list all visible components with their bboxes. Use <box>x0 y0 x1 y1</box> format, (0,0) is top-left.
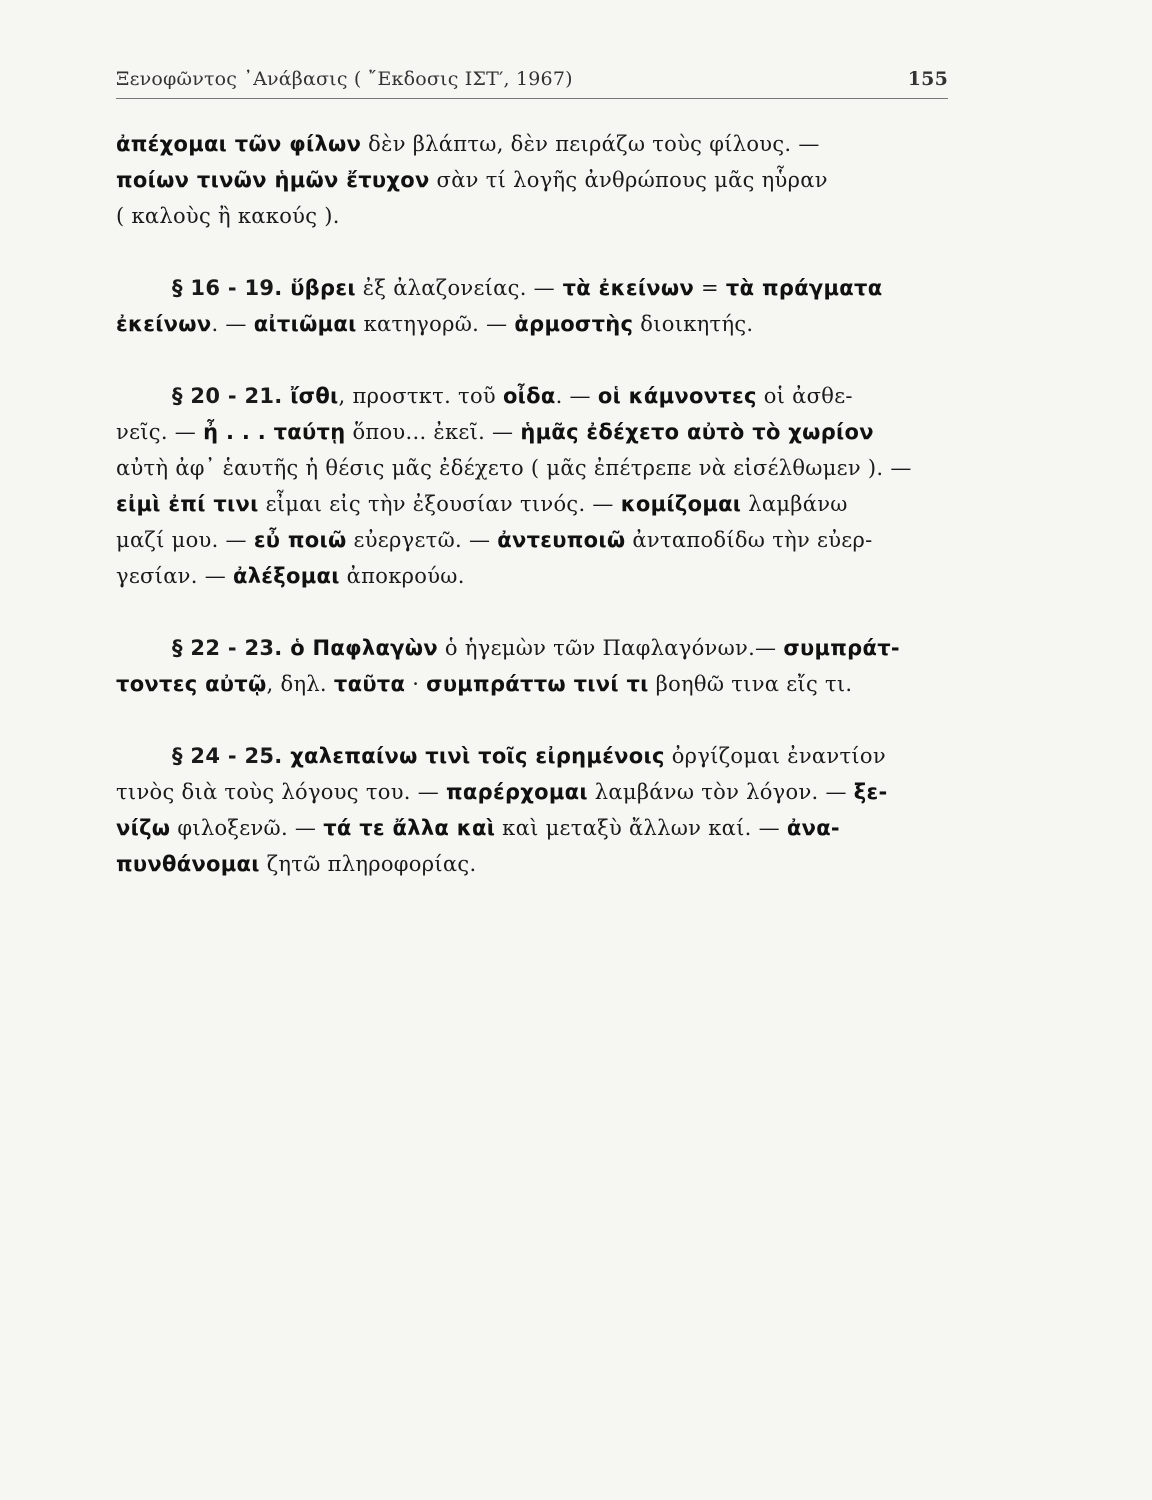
gloss: ὀργίζομαι ἐναντίον <box>664 744 886 768</box>
text-line <box>116 666 952 702</box>
lemma: τὰ πράγματα <box>725 276 883 300</box>
lemma: ἡμᾶς ἐδέχετο αὐτὸ τὸ χωρίον <box>520 420 874 444</box>
lemma: οἶδα <box>502 384 556 408</box>
gloss: οἱ ἀσθε- <box>756 384 853 408</box>
gloss: φιλοξενῶ. — <box>170 816 324 840</box>
gloss: νεῖς. — <box>116 420 204 444</box>
gloss: μαζί μου. — <box>116 528 254 552</box>
lemma: κομίζομαι <box>620 492 742 516</box>
lemma: ξε- <box>853 780 888 804</box>
text-line <box>116 630 952 666</box>
gloss: ἐξ ἀλαζονείας. — <box>355 276 555 300</box>
gloss: ἀποκρούω. <box>339 564 465 588</box>
header-rule <box>116 98 948 99</box>
section-mark: § 20 - 21. <box>172 384 283 408</box>
gloss: λαμβάνω <box>741 492 848 516</box>
lemma: ἴσθι <box>282 384 339 408</box>
text-line <box>116 450 952 486</box>
gloss: , προστκτ. τοῦ <box>338 384 503 408</box>
paragraph-24-25 <box>116 738 952 882</box>
lemma: ποίων τινῶν ἡμῶν ἔτυχον <box>116 168 430 192</box>
lemma: νίζω <box>116 816 171 840</box>
gloss: εὐεργετῶ. — <box>346 528 498 552</box>
page-number: 155 <box>907 68 948 90</box>
gloss: λαμβάνω τὸν λόγον. — <box>587 780 854 804</box>
lemma: τὰ ἐκείνων <box>554 276 695 300</box>
gloss: τινὸς διὰ τοὺς λόγους του. — <box>116 780 446 804</box>
text-line <box>116 306 952 342</box>
lemma: ἀνα- <box>786 816 840 840</box>
gloss: διοικητής. <box>633 312 754 336</box>
lemma: εὖ ποιῶ <box>253 528 347 552</box>
gloss: καὶ μεταξὺ ἄλλων καί. — <box>495 816 787 840</box>
gloss: = <box>694 276 726 300</box>
lemma: συμπράτ- <box>783 636 900 660</box>
text-line <box>116 270 952 306</box>
gloss: . — <box>555 384 598 408</box>
commentary-body <box>116 126 952 918</box>
gloss: δὲν βλάπτω, δὲν πειράζω τοὺς φίλους. — <box>361 132 820 156</box>
lemma: ἀλέξομαι <box>232 564 340 588</box>
section-mark: § 16 - 19. <box>172 276 283 300</box>
section-mark: § 24 - 25. <box>172 744 283 768</box>
text-line <box>116 198 952 234</box>
text-line <box>116 774 952 810</box>
lemma: ἐκείνων <box>116 312 212 336</box>
text-line <box>116 162 952 198</box>
gloss: ἀνταποδίδω τὴν εὐερ- <box>625 528 873 552</box>
running-head-title: Ξενοφῶντος ᾿Ανάβασις ( ῎Εκδοσις ΙΣΤ′, 1967) <box>116 68 573 90</box>
lemma: χαλεπαίνω τινὶ τοῖς εἰρημένοις <box>282 744 665 768</box>
lemma: ὁ Παφλαγὼν <box>282 636 438 660</box>
text-line <box>116 414 952 450</box>
gloss: , δηλ. <box>266 672 334 696</box>
gloss: ζητῶ πληροφορίας. <box>259 852 477 876</box>
gloss: ὁ ἡγεμὼν τῶν Παφλαγόνων.— <box>437 636 784 660</box>
lemma: οἱ κάμνοντες <box>597 384 757 408</box>
gloss: βοηθῶ τινα εἴς τι. <box>648 672 853 696</box>
gloss: ὅπου... ἐκεῖ. — <box>345 420 521 444</box>
paragraph-22-23 <box>116 630 952 702</box>
running-head <box>116 68 948 98</box>
gloss: . — <box>211 312 254 336</box>
lemma: πυνθάνομαι <box>116 852 260 876</box>
lemma: ἁρμοστὴς <box>514 312 634 336</box>
text-line <box>116 486 952 522</box>
lemma: αἰτιῶμαι <box>253 312 357 336</box>
gloss: ( καλοὺς ἢ κακούς ). <box>116 204 340 228</box>
lemma: ταῦτα <box>333 672 406 696</box>
text-line <box>116 558 952 594</box>
text-line <box>116 126 952 162</box>
lemma: τοντες αὐτῷ <box>116 672 267 696</box>
text-line <box>116 738 952 774</box>
gloss: εἶμαι εἰς τὴν ἐξουσίαν τινός. — <box>258 492 621 516</box>
gloss: σὰν τί λογῆς ἀνθρώπους μᾶς ηὗραν <box>429 168 828 192</box>
text-line <box>116 378 952 414</box>
section-mark: § 22 - 23. <box>172 636 283 660</box>
gloss: αὐτὴ ἀφ᾽ ἑαυτῆς ἡ θέσις μᾶς ἐδέχετο ( μᾶς ἐπέτρεπε νὰ εἰσέλθωμεν ). — <box>116 456 912 480</box>
lemma: ἀντευποιῶ <box>497 528 626 552</box>
gloss: κατηγορῶ. — <box>356 312 515 336</box>
lemma: εἰμὶ ἐπί τινι <box>116 492 259 516</box>
lemma: ἀπέχομαι τῶν φίλων <box>116 132 362 156</box>
text-line <box>116 810 952 846</box>
paragraph-20-21 <box>116 378 952 594</box>
lemma: ἦ . . . ταύτῃ <box>203 420 346 444</box>
paragraph-1 <box>116 126 952 234</box>
gloss: γεσίαν. — <box>116 564 233 588</box>
lemma: συμπράττω τινί τι <box>426 672 649 696</box>
lemma: παρέρχομαι <box>446 780 588 804</box>
text-line <box>116 522 952 558</box>
text-line <box>116 846 952 882</box>
lemma: ὕβρει <box>282 276 356 300</box>
lemma: τά τε ἄλλα καὶ <box>323 816 496 840</box>
paragraph-16-19 <box>116 270 952 342</box>
gloss: · <box>405 672 427 696</box>
